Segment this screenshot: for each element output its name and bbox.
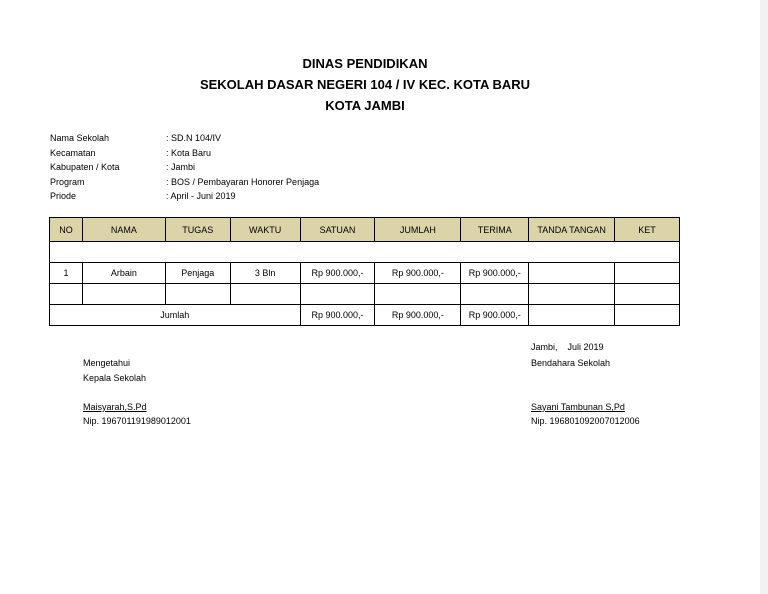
total-terima: Rp 900.000,- <box>461 305 529 326</box>
sig-left-line2: Kepala Sekolah <box>83 373 147 383</box>
cell-tugas: Penjaga <box>165 263 230 284</box>
col-header-no: NO <box>50 218 83 242</box>
col-header-terima: TERIMA <box>461 218 529 242</box>
table-row-blank <box>50 284 680 305</box>
sig-right-place-date: Jambi, Juli 2019 <box>531 342 604 352</box>
table-cell <box>615 284 680 305</box>
cell-tanda-tangan <box>529 263 615 284</box>
info-value: : BOS / Pembayaran Honorer Penjaga <box>166 176 320 187</box>
header-school: SEKOLAH DASAR NEGERI 104 / IV KEC. KOTA BARU <box>199 77 531 92</box>
table-row-empty <box>50 242 680 263</box>
table-header-row <box>50 218 680 242</box>
col-header-tanda-tangan: TANDA TANGAN <box>529 218 615 242</box>
cell-terima: Rp 900.000,- <box>461 263 529 284</box>
info-label: Priode <box>50 191 77 201</box>
info-label: Kabupaten / Kota <box>50 162 120 172</box>
col-header-tugas: TUGAS <box>165 218 230 242</box>
sig-right-role: Bendahara Sekolah <box>531 358 611 368</box>
info-row-district <box>50 146 319 161</box>
table-cell <box>461 284 529 305</box>
table-cell <box>300 284 375 305</box>
info-value: : Jambi <box>166 162 196 172</box>
info-value: : April - Juni 2019 <box>166 191 236 201</box>
table-total-row <box>50 305 680 326</box>
table-cell <box>375 284 461 305</box>
cell-nama: Arbain <box>82 263 165 284</box>
col-header-jumlah: JUMLAH <box>375 218 461 242</box>
total-label: Jumlah <box>50 305 301 326</box>
info-row-period <box>50 189 319 204</box>
cell-jumlah: Rp 900.000,- <box>375 263 461 284</box>
table-cell <box>50 242 680 263</box>
info-row-school <box>50 131 319 146</box>
table-cell <box>82 284 165 305</box>
table-cell <box>529 284 615 305</box>
total-jumlah: Rp 900.000,- <box>375 305 461 326</box>
cell-no: 1 <box>50 263 83 284</box>
school-info <box>50 131 319 204</box>
sig-left-nip: Nip. 196701191989012001 <box>83 416 191 426</box>
sig-right-nip: Nip. 196801092007012006 <box>531 416 640 426</box>
table-row <box>50 263 680 284</box>
table-cell <box>230 284 300 305</box>
payment-table <box>49 217 680 326</box>
table-cell <box>615 305 680 326</box>
info-value: : SD.N 104/IV <box>166 133 222 143</box>
col-header-nama: NAMA <box>82 218 165 242</box>
header-city: KOTA JAMBI <box>325 98 405 113</box>
col-header-waktu: WAKTU <box>230 218 300 242</box>
header-agency: DINAS PENDIDIKAN <box>302 56 428 71</box>
table-cell <box>50 284 83 305</box>
sig-left-line1: Mengetahui <box>83 358 131 368</box>
table-cell <box>165 284 230 305</box>
info-row-city <box>50 160 319 175</box>
cell-waktu: 3 Bln <box>230 263 300 284</box>
info-label: Program <box>50 176 85 187</box>
col-header-ket: KET <box>615 218 680 242</box>
sig-left-name: Maisyarah,S.Pd <box>83 402 147 412</box>
info-value: : Kota Baru <box>166 147 212 158</box>
info-label: Kecamatan <box>50 147 96 158</box>
page-edge <box>760 0 768 594</box>
sig-right-name: Sayani Tambunan S,Pd <box>531 402 625 412</box>
cell-ket <box>615 263 680 284</box>
info-row-program <box>50 175 319 190</box>
total-satuan: Rp 900.000,- <box>300 305 375 326</box>
cell-satuan: Rp 900.000,- <box>300 263 375 284</box>
table-cell <box>529 305 615 326</box>
col-header-satuan: SATUAN <box>300 218 375 242</box>
info-label: Nama Sekolah <box>50 133 110 143</box>
